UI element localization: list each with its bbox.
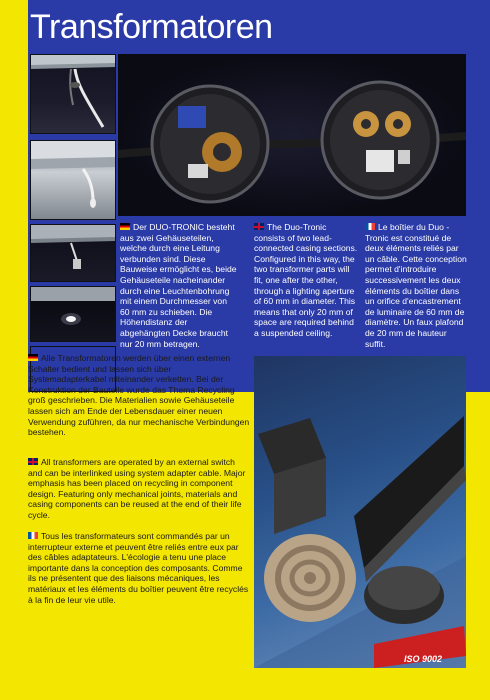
flag-fr-icon [28, 532, 38, 539]
thumbnail-recessed-light [30, 286, 116, 342]
section2-english-text: All transformers are operated by an external switch and can be interlinked using system adapter cable. Major emphasis has been placed on recycling in component design. Featuring only mechanical joints, materials and casing components can be reused at the end of their life cycle. [28, 457, 246, 520]
flag-fr-icon [365, 223, 375, 230]
section1-german-text: Der DUO-TRONIC besteht aus zwei Gehäuseteilen, welche durch eine Leitung verbunden sind. Diese Bauweise ermöglicht es, beide Gehäuseteile nacheinander durch eine Leuchtenbohrung mit einem Durchmesser von 60 mm zu schieben. Die Höhendistanz der abgehängten Decke braucht nur 20 mm betragen. [120, 222, 237, 349]
section2-german-text: Alle Transformatoren werden über einen externen Schalter bedient und lassen sich über Systemadapterkabel miteinander verketten. Bei der Konstruktion der Bauteile wurde das Thema Recycling groß geschrieben. Die Materialien sowie Gehäuseteile lassen sich am Ende der Lebensdauer einer neuen Verwendung zuführen, da nur mechanische Verbindungen bestehen. [28, 353, 250, 438]
thumbnail-housing-section [30, 224, 116, 282]
flag-de-icon [28, 354, 38, 361]
duo-tronic-transformer-photo [118, 54, 466, 216]
yellow-side-strip [0, 0, 28, 392]
thumbnail-transformer-inserted [30, 140, 116, 220]
blue-title-band [246, 0, 490, 52]
flag-de-icon [120, 223, 130, 230]
section1-french-text: Le boîtier du Duo - Tronic est constitué de deux éléments reliés par un câble. Cette conception permet d'introduire successivement les deux éléments du boîtier dans un orifice d'encastrement de luminaire de 60 mm de diamètre. Un faux plafond de 20 mm de hauteur suffit. [365, 222, 467, 349]
thumbnail-cable-in-ceiling [30, 54, 116, 134]
section1-english-text: The Duo-Tronic consists of two lead-connected casing sections. Configured in this way, the two transformer parts will fit, one after the other, through a lighting aperture of 60 mm in diameter. This means that only 20 mm of space are required behind a suspended ceiling. [254, 222, 358, 338]
page-title: Transformatoren [30, 8, 273, 46]
transformer-products-photo [254, 356, 466, 668]
flag-uk-icon [28, 458, 38, 465]
flag-uk-icon [254, 223, 264, 230]
iso-9002-logo: ISO 9002 [404, 654, 443, 664]
section2-french-text: Tous les transformateurs sont commandés par un interrupteur externe et peuvent être reliés entre eux par des câbles adaptateurs. L'écologie a tenu une place importante dans la conception des composants. Comme ils ne présentent que des liaisons mécaniques, les matériaux et les éléments du boîtier peuvent être recyclés à la fin de leur vie utile. [28, 531, 249, 605]
